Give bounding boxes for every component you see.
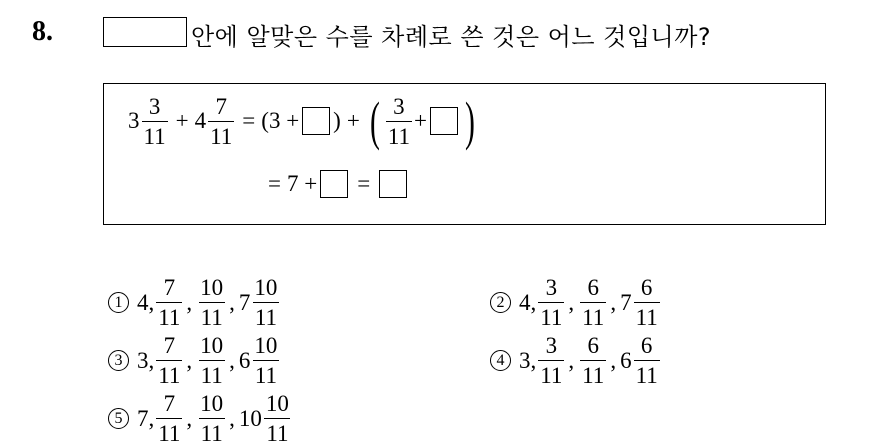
mixed-whole: 6 — [620, 347, 632, 373]
equals-sign: = — [357, 171, 371, 196]
fraction-denominator: 11 — [386, 121, 412, 148]
fraction-denominator: 11 — [199, 360, 225, 387]
seven-plus: 7 + — [286, 171, 318, 196]
mixed-whole: 6 — [238, 347, 251, 373]
choice-5[interactable] — [108, 392, 293, 445]
choice-4[interactable] — [490, 334, 662, 387]
fraction-b — [208, 95, 234, 148]
fraction-numerator: 7 — [163, 333, 176, 358]
choice-first-value: 3, — [519, 347, 537, 373]
big-close-paren-icon: ) — [464, 91, 475, 151]
fraction-numerator: 10 — [254, 333, 278, 358]
fraction-denominator: 11 — [253, 302, 279, 329]
plus-sign: + — [175, 108, 189, 133]
fraction-numerator: 10 — [254, 275, 278, 300]
comma: , — [229, 347, 235, 373]
fraction-numerator: 10 — [200, 333, 224, 358]
close-paren: ) — [333, 108, 341, 133]
choice-fraction — [198, 334, 225, 387]
mixed-whole: 10 — [238, 405, 262, 431]
comma: , — [568, 289, 575, 315]
choice-fraction — [580, 334, 606, 387]
choice-mark: 3 — [108, 350, 129, 371]
choice-fraction — [156, 392, 182, 445]
choice-fraction — [580, 276, 606, 329]
comma: , — [186, 347, 193, 373]
choice-fraction — [634, 276, 660, 329]
fraction-numerator: 10 — [200, 275, 224, 300]
choice-fraction — [156, 334, 182, 387]
equals-sign: = — [242, 108, 256, 133]
choice-1[interactable] — [108, 276, 281, 329]
fraction-denominator: 11 — [634, 302, 660, 329]
fraction-numerator: 3 — [545, 275, 558, 300]
comma: , — [568, 347, 575, 373]
fraction-numerator: 7 — [215, 93, 227, 119]
choice-fraction — [198, 276, 225, 329]
choice-first-value: 3, — [137, 347, 155, 373]
choice-fraction — [252, 334, 279, 387]
answer-blank-box — [103, 17, 187, 47]
choice-fraction — [252, 276, 279, 329]
choice-fraction — [156, 276, 182, 329]
choice-mark: 4 — [490, 350, 511, 371]
choice-3[interactable] — [108, 334, 281, 387]
fraction-a — [142, 95, 168, 148]
plus-sign: + — [413, 108, 427, 133]
blank-square — [320, 170, 348, 198]
fraction-numerator: 6 — [587, 333, 599, 358]
fraction-denominator: 11 — [199, 302, 225, 329]
choice-2[interactable] — [490, 276, 662, 329]
fraction-numerator: 3 — [393, 93, 405, 119]
fraction-numerator: 7 — [163, 275, 176, 300]
fraction-numerator: 6 — [640, 275, 653, 300]
choice-fraction — [538, 276, 564, 329]
choice-first-value: 4, — [137, 289, 155, 315]
comma: , — [610, 289, 617, 315]
fraction-numerator: 10 — [265, 391, 289, 416]
mixed-whole: 7 — [238, 289, 251, 315]
fraction-denominator: 11 — [580, 302, 606, 329]
comma: , — [186, 289, 193, 315]
question-text: 안에 알맞은 수를 차례로 쓴 것은 어느 것입니까? — [191, 23, 712, 51]
mixed-whole-b: 4 — [194, 108, 207, 133]
fraction-denominator: 11 — [156, 418, 182, 445]
choice-first-value: 7, — [137, 405, 155, 431]
choice-fraction — [264, 392, 291, 445]
fraction-c — [386, 95, 412, 148]
open-paren-group: (3 + — [261, 108, 300, 133]
fraction-numerator: 3 — [545, 333, 558, 358]
fraction-denominator: 11 — [253, 360, 279, 387]
fraction-numerator: 3 — [148, 93, 161, 119]
choice-mark: 5 — [108, 408, 129, 429]
blank-square — [430, 107, 458, 135]
fraction-denominator: 11 — [142, 121, 168, 148]
question-number: 8. — [32, 16, 53, 47]
comma: , — [229, 289, 235, 315]
comma: , — [610, 347, 617, 373]
equation-box — [103, 83, 826, 225]
comma: , — [186, 405, 193, 431]
blank-square — [302, 107, 330, 135]
fraction-denominator: 11 — [538, 360, 564, 387]
choice-fraction — [538, 334, 564, 387]
choice-mark: 1 — [108, 292, 129, 313]
choice-mark: 2 — [490, 292, 511, 313]
plus-sign: + — [346, 108, 360, 133]
fraction-denominator: 11 — [538, 302, 564, 329]
equation-line-1 — [128, 91, 479, 151]
fraction-numerator: 6 — [587, 275, 599, 300]
fraction-denominator: 11 — [199, 418, 225, 445]
fraction-denominator: 11 — [208, 121, 234, 148]
fraction-denominator: 11 — [264, 418, 290, 445]
equation-line-2 — [262, 170, 410, 198]
equals-sign: = — [268, 171, 281, 196]
fraction-denominator: 11 — [156, 360, 182, 387]
mixed-whole-a: 3 — [128, 108, 140, 133]
fraction-numerator: 6 — [640, 333, 653, 358]
big-open-paren-icon: ( — [369, 91, 380, 151]
fraction-denominator: 11 — [580, 360, 606, 387]
choice-fraction — [198, 392, 225, 445]
fraction-denominator: 11 — [634, 360, 660, 387]
fraction-numerator: 10 — [200, 391, 224, 416]
fraction-numerator: 7 — [163, 391, 176, 416]
blank-square — [379, 170, 407, 198]
comma: , — [229, 405, 235, 431]
choice-first-value: 4, — [519, 289, 537, 315]
fraction-denominator: 11 — [156, 302, 182, 329]
mixed-whole: 7 — [620, 289, 632, 315]
choice-fraction — [634, 334, 660, 387]
